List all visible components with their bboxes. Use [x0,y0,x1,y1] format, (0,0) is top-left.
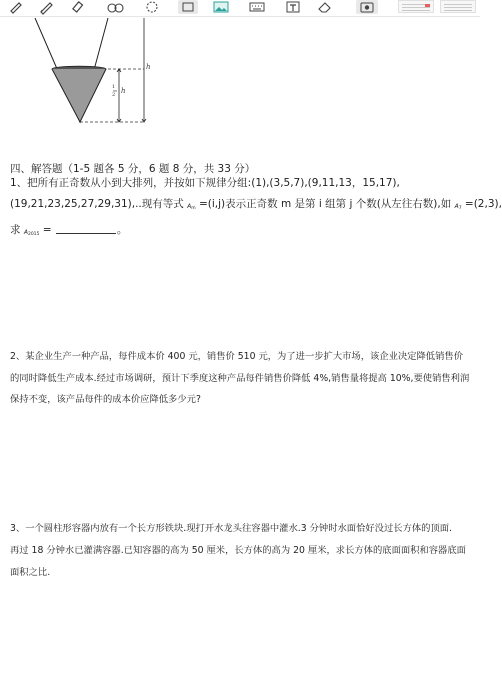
q3-line-1: 3、一个圆柱形容器内放有一个长方形铁块.现打开水龙头往容器中灌水.3 分钟时水面恰好没过长方体的顶面. [10,523,453,534]
q1-var-sub-m: m [191,206,196,211]
q1-var-a-example: A [454,203,459,210]
height-label: h [146,63,151,71]
fraction-numerator: 1 [112,84,116,90]
q1-var-sub-2015: 2015 [27,232,40,237]
q2-line-3: 保持不变，该产品每件的成本价应降低多少元? [10,394,201,405]
q1-line-2 [10,197,502,216]
q2-line-2: 的同时降低生产成本.经过市场调研，预计下季度这种产品每件销售价降低 4%,销售量将提高 10%,要使销售利润 [10,373,470,384]
q1-line-3-text-b: = [39,224,55,236]
q1-line-2-text-b: =(i,j)表示正奇数 m 是第 i 组第 j 个数(从左往右数),如 [195,198,455,210]
fraction-denominator: 2 [112,92,116,98]
q1-line-2-text-a: (19,21,23,25,27,29,31),..现有等式 [10,198,188,210]
q1-var-a-target: A [23,229,28,236]
q1-line-2-text-c: =(2,3), [461,198,502,210]
q1-line-1: 1、把所有正奇数从小到大排列，并按如下规律分组:(1),(3,5,7),(9,11,13，15,17), [10,177,400,189]
q3-line-3: 面积之比. [10,567,51,578]
q1-line-3 [10,223,127,242]
answer-blank[interactable] [56,224,116,234]
q3-line-2: 再过 18 分钟水已灌满容器.已知容器的高为 50 厘米，长方体的高为 20 厘米，求长方体的底面面积和容器底面 [10,545,466,556]
section-heading: 四、解答题（1-5 题各 5 分，6 题 8 分，共 33 分） [10,163,256,175]
cone-diagram [0,0,480,150]
fraction-variable: h [121,87,126,95]
q1-line-3-text-c: 。 [116,224,128,236]
q1-var-a: A [187,203,192,210]
water-body [52,69,106,122]
q1-line-3-text-a: 求 [10,224,24,236]
q2-line-1: 2、某企业生产一种产品，每件成本价 400 元，销售价 510 元，为了进一步扩大市场，该企业决定降低销售价 [10,351,463,362]
q1-var-sub-7: 7 [458,206,462,211]
